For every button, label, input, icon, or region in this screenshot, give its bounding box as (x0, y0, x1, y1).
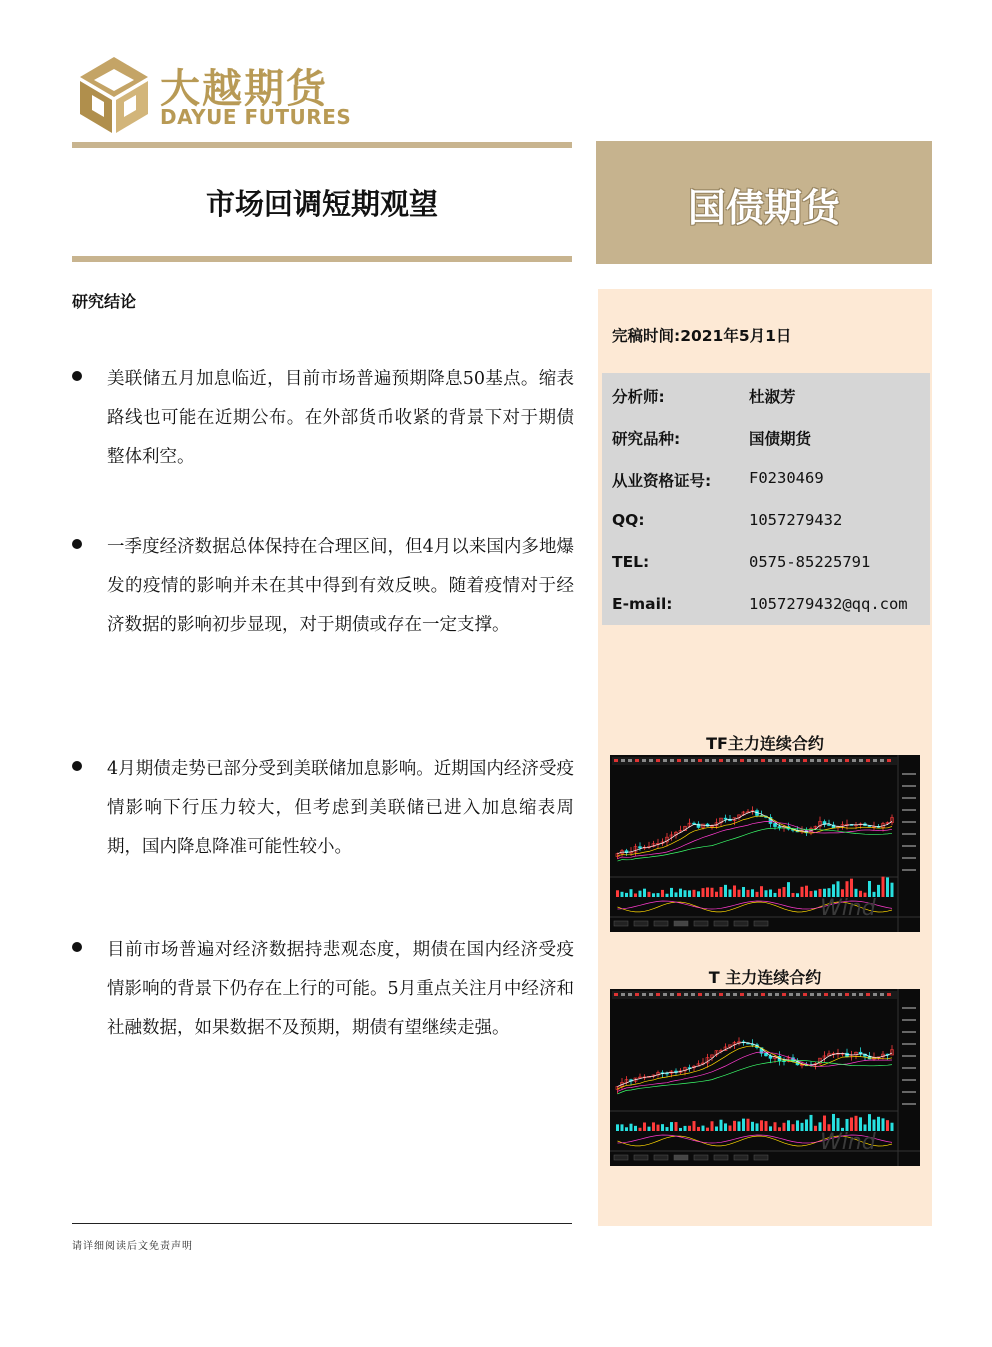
info-label: TEL: (612, 553, 650, 571)
brand-name-en: DAYUE FUTURES (160, 105, 352, 129)
chart-watermark: Wind (820, 1130, 876, 1155)
section-heading: 研究结论 (72, 292, 137, 311)
chart-title-t: T 主力连续合约 (708, 968, 822, 987)
info-label: 研究品种: (612, 430, 681, 448)
report-title: 市场回调短期观望 (205, 187, 438, 221)
bullet-icon (72, 942, 82, 952)
info-label: 从业资格证号: (612, 472, 712, 490)
conclusion-text: 目前市场普遍对经济数据持悲观态度，期债在国内经济受疫情影响的背景下仍存在上行的可能。5月重点关注月中经济和社融数据，如果数据不及预期，期债有望继续走强。 (107, 940, 574, 1038)
completion-date: 完稿时间:2021年5月1日 (612, 327, 792, 345)
info-label: E-mail: (612, 595, 673, 613)
candlestick-chart (610, 755, 920, 932)
info-value: 杜淑芳 (749, 388, 796, 406)
bullet-icon (72, 761, 82, 771)
info-value: 国债期货 (749, 430, 812, 448)
chart-image-t (610, 989, 920, 1166)
info-value: F0230469 (749, 469, 824, 487)
footer-disclaimer-note: 请详细阅读后文免责声明 (72, 1241, 193, 1252)
brand-logo (78, 55, 358, 140)
category-banner (596, 141, 932, 264)
chart-watermark: Wind (820, 896, 876, 921)
analyst-info-box (602, 373, 930, 625)
brand-name-cn: 大越期货 (160, 66, 328, 112)
info-value: 0575-85225791 (749, 553, 871, 571)
title-rule-top (72, 142, 572, 148)
bullet-icon (72, 539, 82, 549)
info-label: QQ: (612, 511, 645, 529)
category-label: 国债期货 (687, 186, 840, 230)
title-rule-bottom (72, 256, 572, 262)
conclusion-text: 一季度经济数据总体保持在合理区间，但4月以来国内多地爆发的疫情的影响并未在其中得到有效反映。随着疫情对于经济数据的影响初步显现，对于期债或存在一定支撑。 (107, 537, 574, 635)
footer-rule (72, 1223, 572, 1224)
conclusion-text: 4月期债走势已部分受到美联储加息影响。近期国内经济受疫情影响下行压力较大，但考虑到美联储已进入加息缩表周期，国内降息降准可能性较小。 (107, 759, 574, 857)
chart-title-tf: TF主力连续合约 (706, 734, 824, 753)
candlestick-chart (610, 989, 920, 1166)
info-value: 1057279432 (749, 511, 843, 529)
bullet-icon (72, 371, 82, 381)
logo-cube-icon (78, 55, 150, 135)
conclusion-text: 美联储五月加息临近，目前市场普遍预期降息50基点。缩表路线也可能在近期公布。在外部货币收紧的背景下对于期债整体利空。 (107, 369, 574, 467)
info-value: 1057279432@qq.com (749, 595, 908, 613)
chart-image-tf (610, 755, 920, 932)
info-label: 分析师: (612, 388, 665, 406)
